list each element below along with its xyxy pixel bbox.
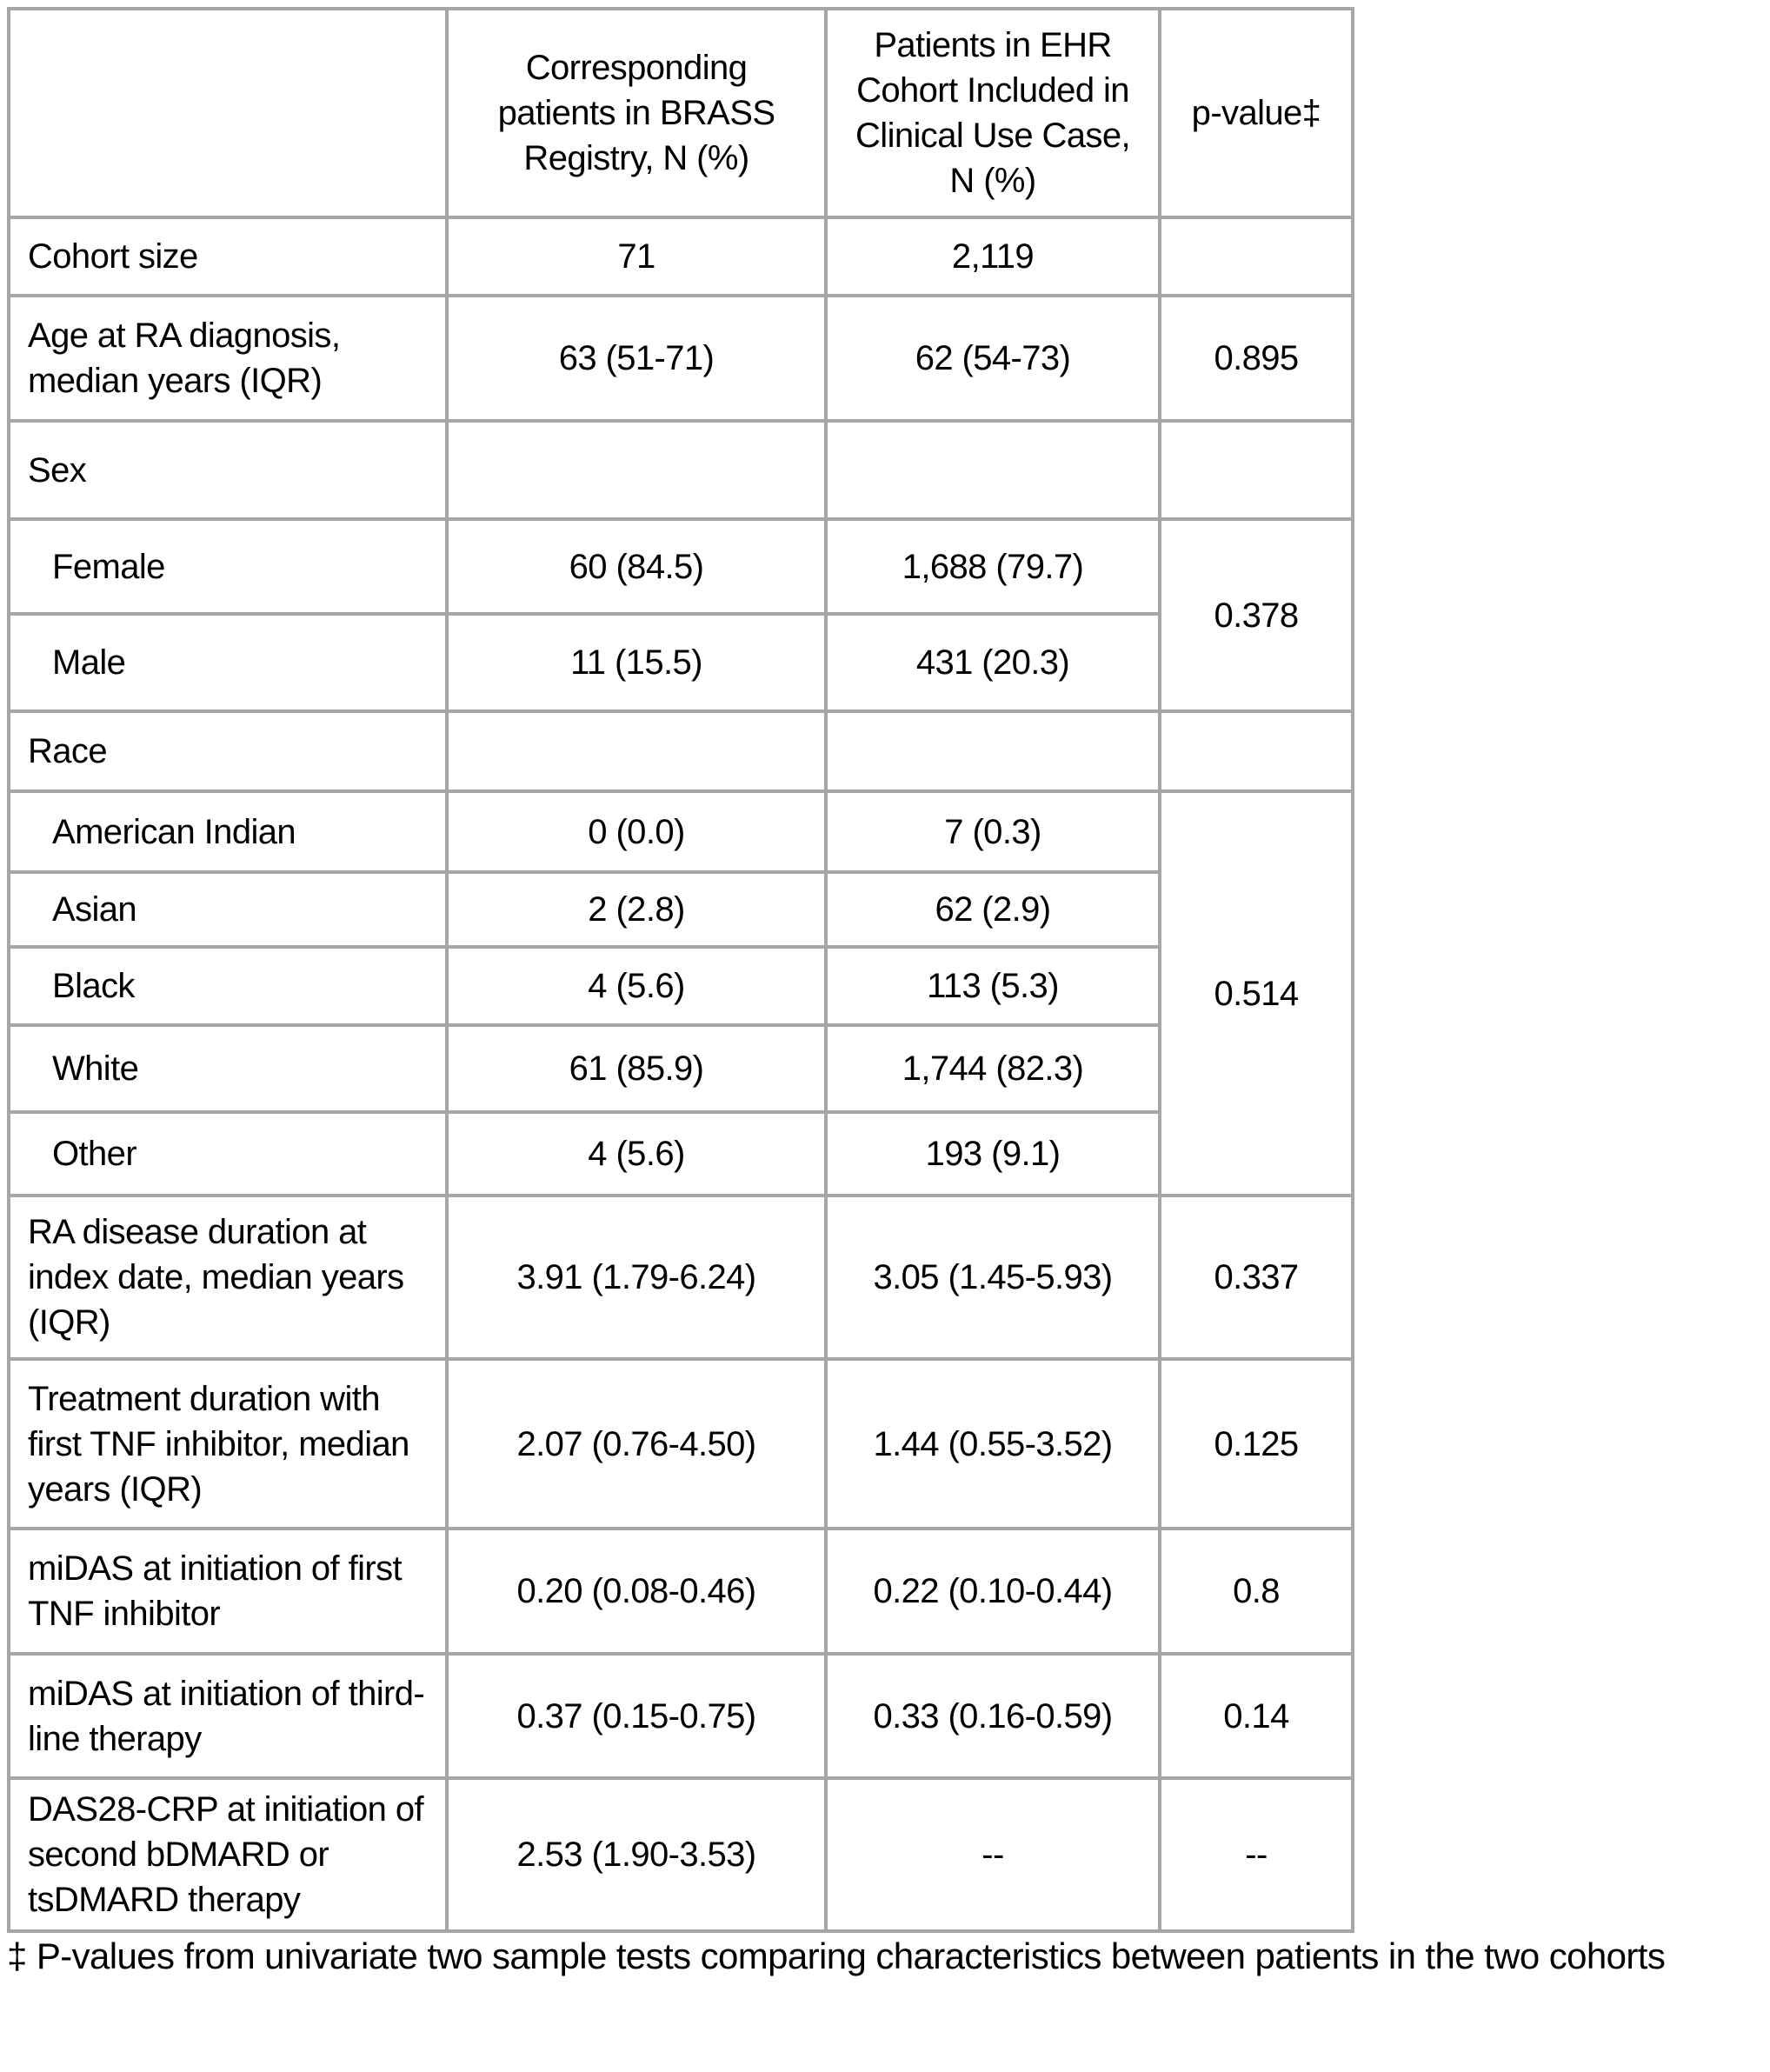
p-value-cell bbox=[1160, 217, 1353, 296]
row-label: Male bbox=[9, 614, 447, 711]
brass-value-cell: 63 (51-71) bbox=[447, 296, 826, 421]
p-value-cell bbox=[1160, 711, 1353, 791]
row-label: miDAS at initiation of third-line therapy bbox=[9, 1654, 447, 1778]
ehr-value-cell bbox=[826, 711, 1160, 791]
table-row-female bbox=[9, 519, 1353, 614]
brass-value-cell: 71 bbox=[447, 217, 826, 296]
column-header-rowlabel bbox=[9, 9, 447, 217]
row-label: Female bbox=[9, 519, 447, 614]
table-row-white bbox=[9, 1025, 1353, 1112]
row-label: White bbox=[9, 1025, 447, 1112]
table-row-cohort-size bbox=[9, 217, 1353, 296]
row-label: Age at RA diagnosis, median years (IQR) bbox=[9, 296, 447, 421]
brass-value-cell: 11 (15.5) bbox=[447, 614, 826, 711]
column-header-brass: Corresponding patients in BRASS Registry, N (%) bbox=[447, 9, 826, 217]
brass-value-cell: 0.20 (0.08-0.46) bbox=[447, 1529, 826, 1654]
ehr-value-cell: 62 (54-73) bbox=[826, 296, 1160, 421]
row-label: Other bbox=[9, 1112, 447, 1196]
table-row-race-group bbox=[9, 711, 1353, 791]
ehr-value-cell: 1,688 (79.7) bbox=[826, 519, 1160, 614]
ehr-value-cell: 0.33 (0.16-0.59) bbox=[826, 1654, 1160, 1778]
p-value-cell-race: 0.514 bbox=[1160, 791, 1353, 1196]
ehr-value-cell: -- bbox=[826, 1778, 1160, 1931]
brass-value-cell: 60 (84.5) bbox=[447, 519, 826, 614]
table-row-american-indian bbox=[9, 791, 1353, 872]
brass-value-cell: 4 (5.6) bbox=[447, 1112, 826, 1196]
table-row-sex-group bbox=[9, 421, 1353, 519]
p-value-cell: -- bbox=[1160, 1778, 1353, 1931]
ehr-value-cell: 1.44 (0.55-3.52) bbox=[826, 1359, 1160, 1529]
table-row-midas-third-line bbox=[9, 1654, 1353, 1778]
ehr-value-cell: 2,119 bbox=[826, 217, 1160, 296]
header-row bbox=[9, 9, 1353, 217]
p-value-cell: 0.125 bbox=[1160, 1359, 1353, 1529]
ehr-value-cell: 1,744 (82.3) bbox=[826, 1025, 1160, 1112]
brass-value-cell: 0 (0.0) bbox=[447, 791, 826, 872]
table-row-midas-first-tnf bbox=[9, 1529, 1353, 1654]
brass-value-cell: 4 (5.6) bbox=[447, 947, 826, 1025]
p-value-cell-sex: 0.378 bbox=[1160, 519, 1353, 711]
table-row-ra-duration bbox=[9, 1196, 1353, 1359]
footnote: ‡ P-values from univariate two sample tests comparing characteristics between patients in the two cohorts bbox=[7, 1935, 1666, 1976]
column-header-pvalue: p-value‡ bbox=[1160, 9, 1353, 217]
row-label: RA disease duration at index date, median years (IQR) bbox=[9, 1196, 447, 1359]
p-value-cell: 0.895 bbox=[1160, 296, 1353, 421]
table-row-asian bbox=[9, 872, 1353, 947]
brass-value-cell: 3.91 (1.79-6.24) bbox=[447, 1196, 826, 1359]
column-header-ehr: Patients in EHR Cohort Included in Clinical Use Case, N (%) bbox=[826, 9, 1160, 217]
p-value-cell: 0.337 bbox=[1160, 1196, 1353, 1359]
row-label: American Indian bbox=[9, 791, 447, 872]
brass-value-cell: 2 (2.8) bbox=[447, 872, 826, 947]
ehr-value-cell: 193 (9.1) bbox=[826, 1112, 1160, 1196]
row-label: Black bbox=[9, 947, 447, 1025]
ehr-value-cell: 0.22 (0.10-0.44) bbox=[826, 1529, 1160, 1654]
p-value-cell: 0.14 bbox=[1160, 1654, 1353, 1778]
row-label: miDAS at initiation of first TNF inhibitor bbox=[9, 1529, 447, 1654]
brass-value-cell: 2.53 (1.90-3.53) bbox=[447, 1778, 826, 1931]
row-label: Asian bbox=[9, 872, 447, 947]
ehr-value-cell: 431 (20.3) bbox=[826, 614, 1160, 711]
ehr-value-cell: 113 (5.3) bbox=[826, 947, 1160, 1025]
ehr-value-cell bbox=[826, 421, 1160, 519]
table-row-male bbox=[9, 614, 1353, 711]
brass-value-cell: 2.07 (0.76-4.50) bbox=[447, 1359, 826, 1529]
row-label: Race bbox=[9, 711, 447, 791]
table-row-age bbox=[9, 296, 1353, 421]
table-row-treatment-duration bbox=[9, 1359, 1353, 1529]
brass-value-cell: 61 (85.9) bbox=[447, 1025, 826, 1112]
ehr-value-cell: 3.05 (1.45-5.93) bbox=[826, 1196, 1160, 1359]
brass-value-cell: 0.37 (0.15-0.75) bbox=[447, 1654, 826, 1778]
row-label: DAS28-CRP at initiation of second bDMARD or tsDMARD therapy bbox=[9, 1778, 447, 1931]
patient-characteristics-table bbox=[7, 7, 1354, 1933]
ehr-value-cell: 7 (0.3) bbox=[826, 791, 1160, 872]
row-label: Sex bbox=[9, 421, 447, 519]
table-row-das28crp bbox=[9, 1778, 1353, 1931]
table-row-black bbox=[9, 947, 1353, 1025]
row-label: Cohort size bbox=[9, 217, 447, 296]
row-label: Treatment duration with first TNF inhibitor, median years (IQR) bbox=[9, 1359, 447, 1529]
ehr-value-cell: 62 (2.9) bbox=[826, 872, 1160, 947]
brass-value-cell bbox=[447, 421, 826, 519]
table-row-other bbox=[9, 1112, 1353, 1196]
p-value-cell bbox=[1160, 421, 1353, 519]
p-value-cell: 0.8 bbox=[1160, 1529, 1353, 1654]
brass-value-cell bbox=[447, 711, 826, 791]
